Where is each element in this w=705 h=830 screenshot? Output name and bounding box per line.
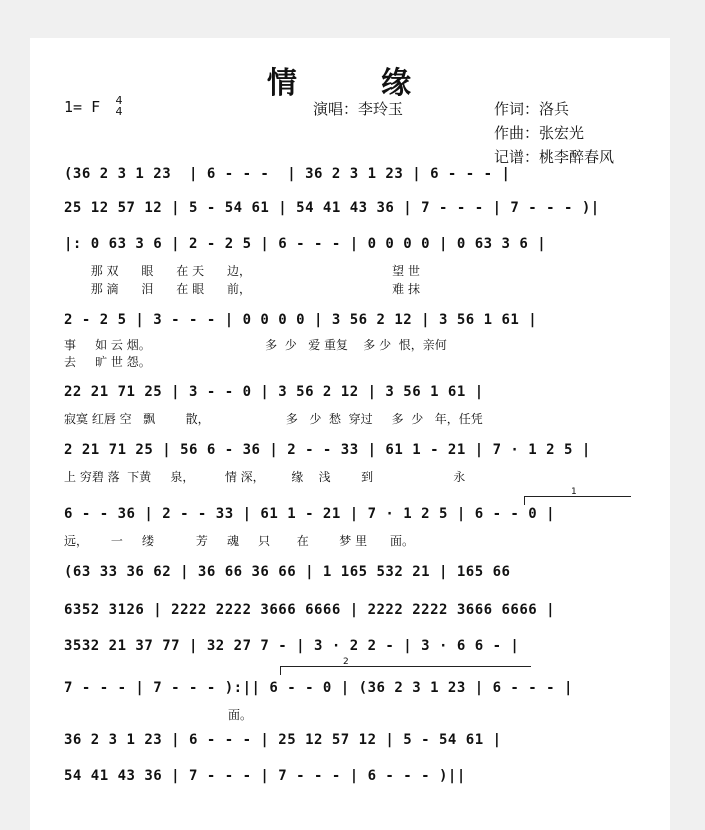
lyric-line-11a: 面。 bbox=[64, 708, 253, 722]
lyric-line-6a: 上 穷碧 落 下黄 泉， 情 深， 缘 浅 到 永 bbox=[64, 470, 466, 484]
notation-line-13: 54 41 43 36 | 7 - - - | 7 - - - | 6 - - - )|| bbox=[64, 768, 466, 784]
notation-line-8: (63 33 36 62 | 36 66 36 66 | 1 165 532 21 | 165 66 bbox=[64, 564, 511, 580]
notation-line-12: 36 2 3 1 23 | 6 - - - | 25 12 57 12 | 5 - 54 61 | bbox=[64, 732, 502, 748]
volta-bracket-1: 1 bbox=[524, 496, 631, 505]
lyricist: 作词：洛兵 bbox=[494, 100, 570, 118]
notation-line-7: 6 - - 36 | 2 - - 33 | 61 1 - 21 | 7 · 1 2 5 | 6 - - 0 | bbox=[64, 506, 556, 522]
time-signature: 4 4 bbox=[115, 94, 123, 118]
notation-line-3: |: 0 63 3 6 | 2 - 2 5 | 6 - - - | 0 0 0 0 | 0 63 3 6 | bbox=[64, 236, 547, 252]
notation-line-2: 25 12 57 12 | 5 - 54 61 | 54 41 43 36 | 7 - - - | 7 - - - )| bbox=[64, 200, 600, 216]
notation-line-10: 3532 21 37 77 | 32 27 7 - | 3 · 2 2 - | 3 · 6 6 - | bbox=[64, 638, 520, 654]
notation-line-5: 22 21 71 25 | 3 - - 0 | 3 56 2 12 | 3 56 1 61 | bbox=[64, 384, 484, 400]
notation-line-11: 7 - - - | 7 - - - ):|| 6 - - 0 | (36 2 3 1 23 | 6 - - - | bbox=[64, 680, 573, 696]
transcriber: 记谱：桃李醉春风 bbox=[494, 148, 615, 166]
composer: 作曲：张宏光 bbox=[494, 124, 585, 142]
key-signature: 1= F bbox=[64, 98, 101, 116]
lyric-line-4a: 事 如 云 烟。 多 少 爱 重复 多 少 恨，亲何 bbox=[64, 338, 447, 352]
lyric-line-7a: 远， 一 缕 芳 魂 只 在 梦 里 面。 bbox=[64, 534, 414, 548]
notation-line-4: 2 - 2 5 | 3 - - - | 0 0 0 0 | 3 56 2 12 | 3 56 1 61 | bbox=[64, 312, 538, 328]
lyric-line-4b: 去 旷 世 怨。 bbox=[64, 355, 151, 369]
song-title: 情 缘 bbox=[267, 66, 438, 101]
lyric-line-3a: 那 双 眼 在 天 边， 望 世 bbox=[64, 264, 420, 278]
singer: 演唱：李玲玉 bbox=[313, 100, 404, 118]
notation-line-6: 2 21 71 25 | 56 6 - 36 | 2 - - 33 | 61 1 - 21 | 7 · 1 2 5 | bbox=[64, 442, 591, 458]
notation-line-9: 6352 3126 | 2222 2222 3666 6666 | 2222 2222 3666 6666 | bbox=[64, 602, 556, 618]
lyric-line-3b: 那 滴 泪 在 眼 前， 难 抹 bbox=[64, 282, 420, 296]
notation-line-1: (36 2 3 1 23 | 6 - - - | 36 2 3 1 23 | 6 - - - | bbox=[64, 166, 511, 182]
volta-bracket-2: 2 bbox=[280, 666, 531, 675]
lyric-line-5a: 寂寞 红唇 空 飘 散， 多 少 愁 穿过 多 少 年，任凭 bbox=[64, 412, 483, 426]
